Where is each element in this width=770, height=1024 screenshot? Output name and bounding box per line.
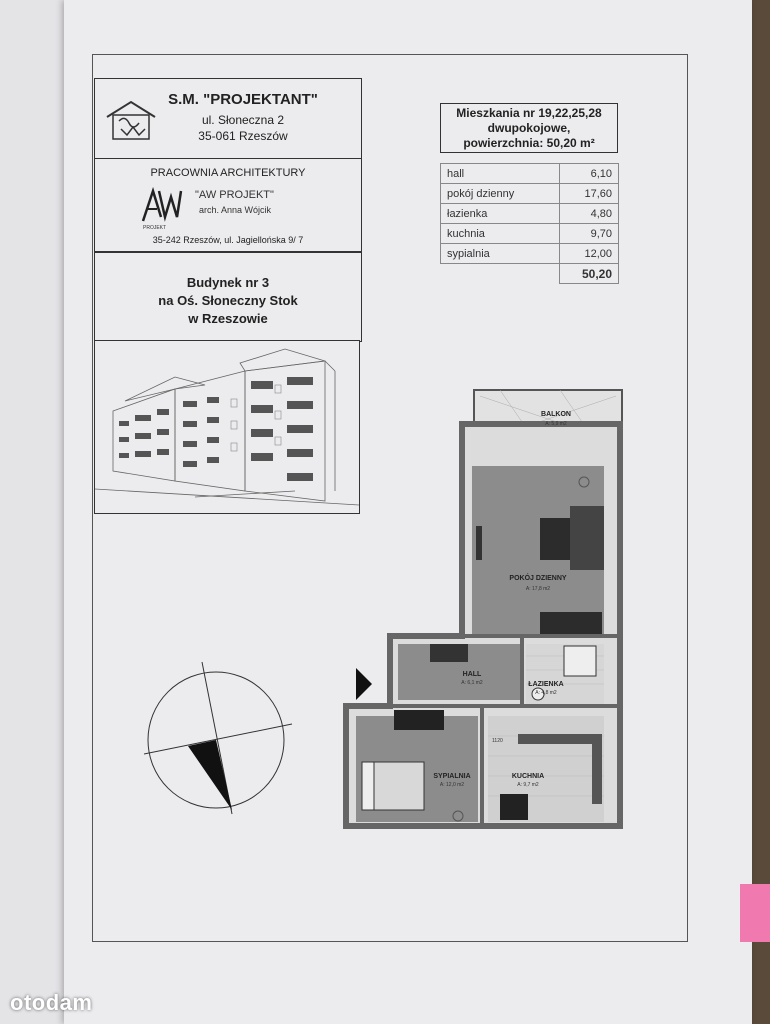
apartment-type: dwupokojowe,: [487, 121, 571, 135]
hall-wardrobe: [430, 644, 468, 662]
bed-pillows: [362, 762, 374, 810]
table-row: [441, 184, 619, 204]
room-area-value: 6,10: [560, 164, 619, 184]
aw-projekt-logo-icon: [141, 187, 183, 227]
pink-sticky-tab: [740, 884, 770, 942]
sofa-side: [570, 506, 604, 570]
balcony-area-text: A: 5,9 m2: [545, 421, 567, 427]
room-areas-table: [440, 163, 619, 284]
architect-address: 35-242 Rzeszów, ul. Jagiellońska 9/ 7: [152, 235, 304, 245]
bathtub: [564, 646, 596, 676]
table-row: [441, 164, 619, 184]
apartment-numbers: Mieszkania nr 19,22,25,28: [456, 106, 602, 120]
table-row: [441, 244, 619, 264]
hall-label: HALL: [462, 671, 482, 678]
building-line1: Budynek nr 3: [186, 275, 270, 290]
room-area-value: 17,60: [560, 184, 619, 204]
shelf: [476, 526, 482, 560]
building-line3: w Rzeszowie: [188, 311, 268, 326]
room-name: kuchnia: [441, 224, 560, 244]
living-room-label: POKÓJ DZIENNY: [509, 575, 567, 582]
living-room-area-text: A: 17,8 m2: [525, 586, 551, 592]
room-area-value: 9,70: [560, 224, 619, 244]
tv-unit: [540, 612, 602, 634]
kitchen-counter-side: [592, 734, 602, 804]
watermark-logo: otodam: [10, 990, 93, 1015]
hall-area-text: A: 6,1 m2: [461, 680, 483, 686]
cooperative-street: ul. Słoneczna 2: [201, 113, 285, 127]
kitchen-area-text: A: 9,7 m2: [517, 782, 539, 788]
kitchen-counter: [518, 734, 592, 744]
kitchen-label: KUCHNIA: [511, 773, 545, 780]
cooperative-city: 35-061 Rzeszów: [198, 129, 288, 143]
table-row: [441, 204, 619, 224]
room-name: łazienka: [441, 204, 560, 224]
floor-plan: [340, 386, 630, 856]
bedroom-area-text: A: 12,0 m2: [439, 782, 465, 788]
room-name: pokój dzienny: [441, 184, 560, 204]
compass-icon: [140, 660, 296, 816]
room-name: sypialnia: [441, 244, 560, 264]
door-dimension-note: 1120: [492, 738, 503, 744]
studio-title: PRACOWNIA ARCHITEKTURY: [150, 167, 306, 179]
studio-name: "AW PROJEKT": [195, 189, 274, 201]
architect-box: [94, 158, 362, 252]
sofa: [540, 518, 570, 560]
table-row: [441, 224, 619, 244]
kitchen-table: [500, 794, 528, 820]
bathroom-area-text: A: 4,8 m2: [535, 690, 557, 696]
building-line2: na Oś. Słoneczny Stok: [158, 293, 298, 308]
building-render-box: [94, 340, 360, 514]
entrance-arrow-icon: [356, 668, 372, 700]
balcony-label: BALKON: [541, 411, 571, 418]
room-name: hall: [441, 164, 560, 184]
bedroom-label: SYPIALNIA: [433, 773, 471, 780]
logo-subtext: PROJEKT: [143, 225, 167, 231]
architect-person: arch. Anna Wójcik: [199, 205, 272, 215]
total-area-value: 50,20: [560, 264, 619, 284]
building-perspective-illustration: [95, 341, 359, 513]
bathroom-label: ŁAZIENKA: [528, 681, 564, 688]
cooperative-name: S.M. "PROJEKTANT": [168, 91, 318, 108]
cooperative-box: [94, 78, 362, 160]
building-box: [94, 252, 362, 342]
apartment-header-box: [440, 103, 618, 153]
room-area-value: 12,00: [560, 244, 619, 264]
table-row-total: [441, 264, 619, 284]
room-area-value: 4,80: [560, 204, 619, 224]
apartment-area: powierzchnia: 50,20 m²: [463, 136, 595, 150]
bedroom-wardrobe: [394, 710, 444, 730]
